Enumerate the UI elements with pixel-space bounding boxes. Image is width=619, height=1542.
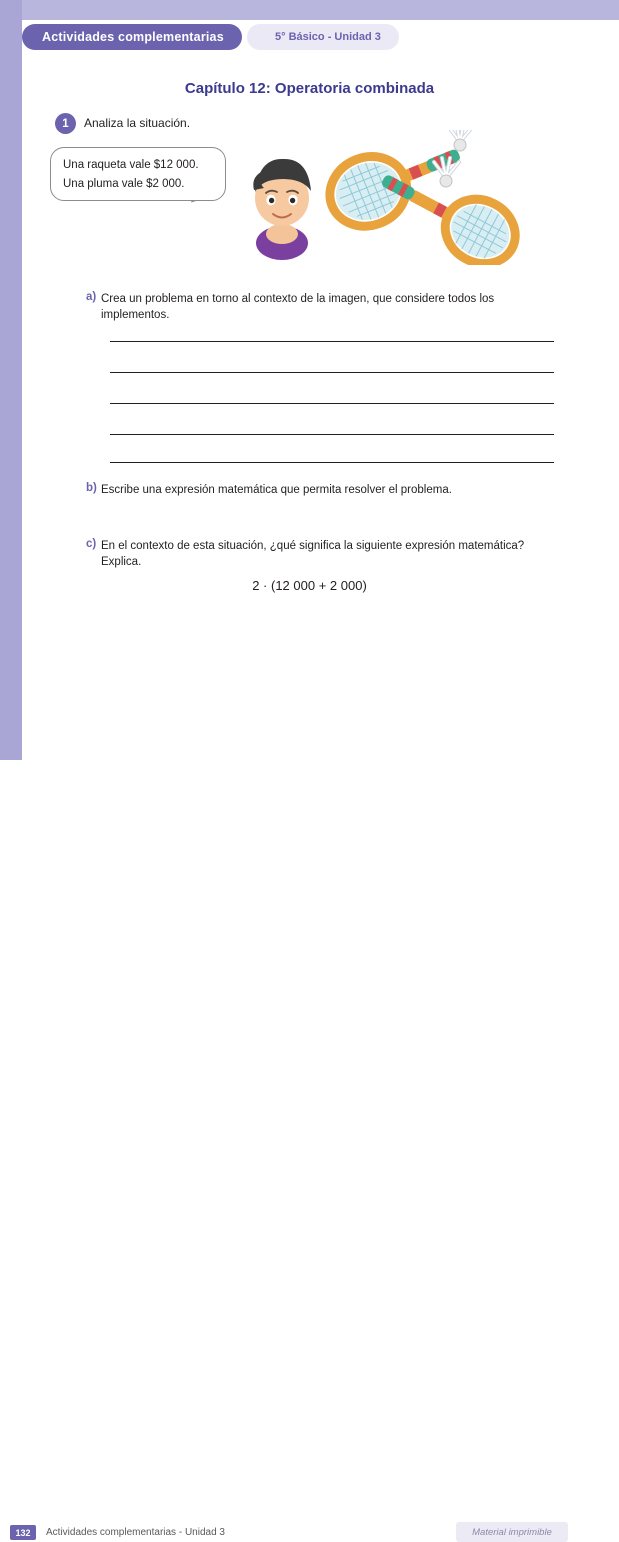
left-decorative-band [0, 0, 22, 800]
answer-line-3[interactable] [110, 403, 554, 404]
header-title-label: Actividades complementarias [42, 30, 224, 44]
question-a-label: a) [86, 291, 97, 303]
header-unit-label: 5° Básico - Unidad 3 [275, 31, 381, 43]
question-a-text: Crea un problema en torno al contexto de la imagen, que considere todos los implementos. [101, 293, 495, 321]
answer-line-2[interactable] [110, 372, 554, 373]
answer-line-4[interactable] [110, 434, 554, 435]
question-c-text: En el contexto de esta situación, ¿qué significa la siguiente expresión matemática? Explica. [101, 540, 525, 568]
activity-instruction: Analiza la situación. [84, 116, 191, 130]
question-b-text: Escribe una expresión matemática que permita resolver el problema. [101, 484, 452, 496]
question-c-label: c) [86, 538, 97, 550]
answer-line-1[interactable] [110, 341, 554, 342]
speech-bubble-line-2: Una pluma vale $2 000. [63, 178, 185, 190]
header-unit-badge [247, 24, 399, 50]
printable-stamp: Material imprimible [456, 1522, 568, 1542]
question-b-label: b) [86, 482, 97, 494]
math-expression: 2 · (12 000 + 2 000) [252, 578, 367, 593]
shuttlecock-upper [448, 130, 473, 151]
speech-bubble-line-1: Una raqueta vale $12 000. [63, 159, 199, 171]
chapter-title: Capítulo 12: Operatoria combinada [184, 80, 435, 97]
answer-line-5[interactable] [110, 462, 554, 463]
activity-number-badge: 1 [55, 113, 76, 134]
footer-label: Actividades complementarias - Unidad 3 [46, 1527, 225, 1538]
boy-figure [253, 159, 311, 260]
header-title-badge [22, 24, 242, 50]
header-bar [22, 0, 619, 20]
page-number: 132 [10, 1525, 36, 1540]
speech-bubble [50, 147, 226, 201]
footer [0, 760, 619, 1538]
illustration [230, 130, 570, 265]
